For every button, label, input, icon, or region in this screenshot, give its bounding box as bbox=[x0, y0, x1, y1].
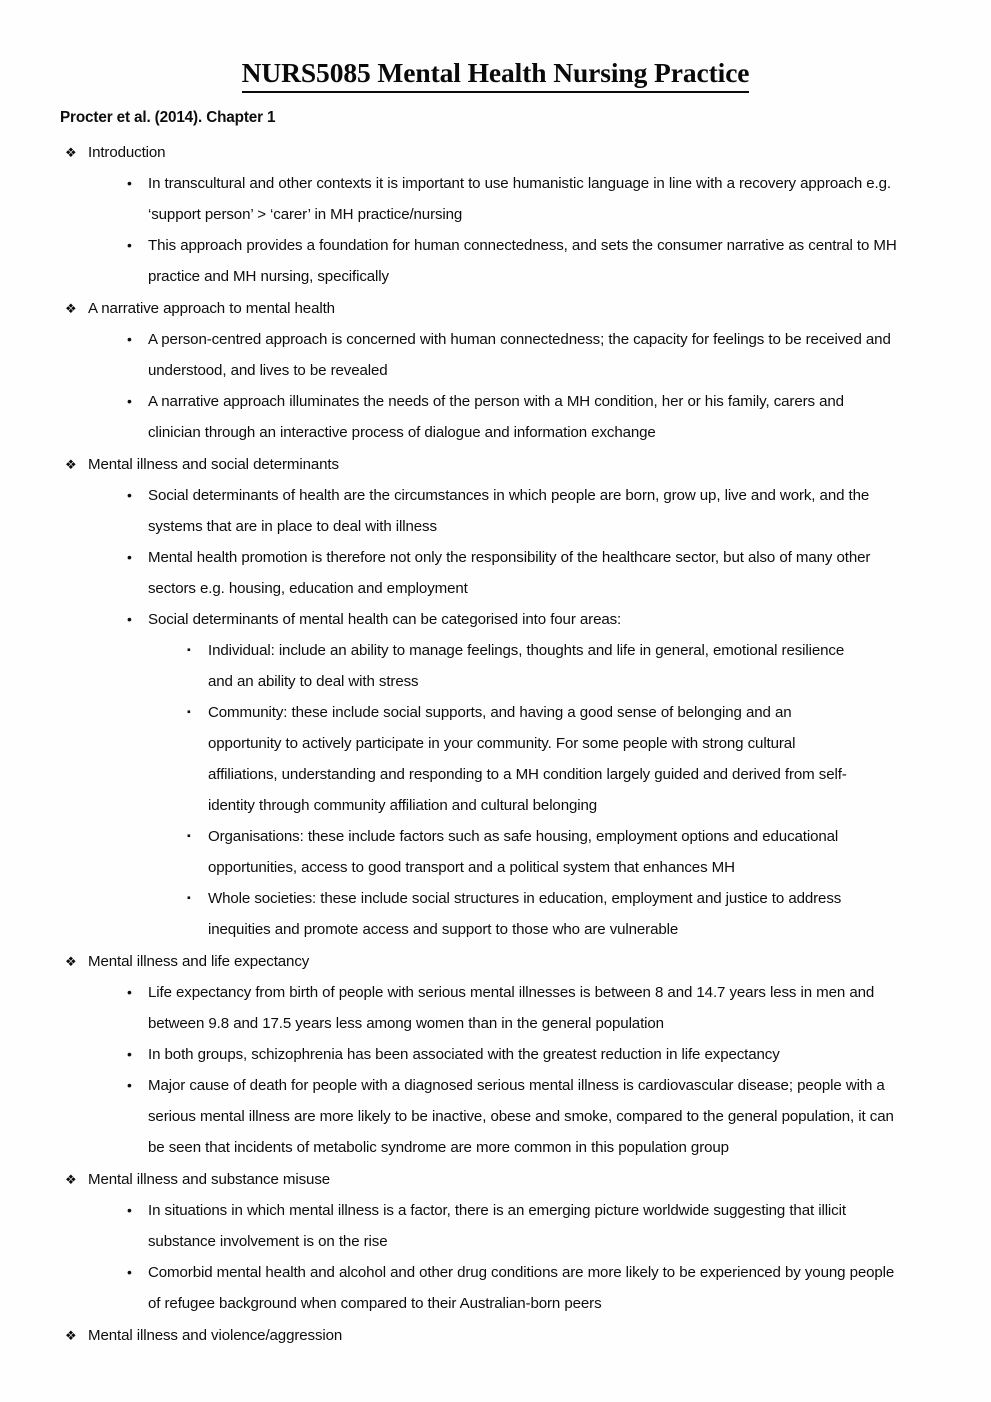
outline-item-text: A narrative approach illuminates the needs of the person with a MH condition, her or his family, carers and clinician through an interactive process of dialogue and information exchange bbox=[148, 392, 844, 441]
square-bullet-icon: ▪ bbox=[187, 643, 191, 656]
outline-item-text: A narrative approach to mental health bbox=[88, 299, 335, 317]
dot-bullet-icon: • bbox=[127, 548, 132, 565]
outline-item-level-3 bbox=[148, 697, 899, 821]
outline-item-text: Mental health promotion is therefore not only the responsibility of the healthcare sector, but also of many other sectors e.g. housing, education and employment bbox=[148, 548, 871, 597]
outline-sublist-level-2 bbox=[88, 324, 945, 448]
dot-bullet-icon: • bbox=[127, 610, 132, 627]
diamond-bullet-icon: ❖ bbox=[65, 144, 77, 160]
outline-item-text: This approach provides a foundation for human connectedness, and sets the consumer narrative as central to MH practice and MH nursing, specifically bbox=[148, 236, 897, 285]
outline-item-level-1 bbox=[0, 1164, 991, 1319]
outline-item-text: Major cause of death for people with a diagnosed serious mental illness is cardiovascular disease; people with a serious mental illness are more likely to be inactive, obese and smoke, compared to the general population, it can be seen that incidents of metabolic syndrome are more common in this population group bbox=[148, 1076, 894, 1156]
outline-item-text: Mental illness and violence/aggression bbox=[88, 1326, 343, 1344]
outline-sublist-level-2 bbox=[88, 977, 945, 1163]
outline-item-text: Social determinants of health are the circumstances in which people are born, grow up, live and work, and the systems that are in place to deal with illness bbox=[148, 486, 870, 535]
diamond-bullet-icon: ❖ bbox=[65, 953, 77, 969]
dot-bullet-icon: • bbox=[127, 1045, 132, 1062]
outline-item-level-2 bbox=[88, 1257, 945, 1319]
outline-sublist-level-2 bbox=[88, 168, 945, 292]
outline-item-text: Mental illness and substance misuse bbox=[88, 1170, 331, 1188]
outline-item-level-1 bbox=[0, 137, 991, 292]
outline-item-level-1 bbox=[0, 293, 991, 448]
diamond-bullet-icon: ❖ bbox=[65, 300, 77, 316]
outline-item-level-2 bbox=[88, 1039, 945, 1070]
outline-item-level-2 bbox=[88, 386, 945, 448]
outline-item-text: Life expectancy from birth of people with serious mental illnesses is between 8 and 14.7 years less in men and between 9.8 and 17.5 years less among women than in the general population bbox=[148, 983, 875, 1032]
outline-item-level-3 bbox=[148, 821, 899, 883]
outline-item-text: Social determinants of mental health can be categorised into four areas: bbox=[148, 610, 622, 628]
outline-item-level-2 bbox=[88, 1070, 945, 1163]
outline-item-level-1 bbox=[0, 449, 991, 945]
diamond-bullet-icon: ❖ bbox=[65, 456, 77, 472]
outline-item-text: In transcultural and other contexts it is important to use humanistic language in line with a recovery approach e.g. ‘support person’ > ‘carer’ in MH practice/nursing bbox=[148, 174, 891, 223]
square-bullet-icon: ▪ bbox=[187, 891, 191, 904]
outline-item-text: In situations in which mental illness is a factor, there is an emerging picture worldwide suggesting that illicit substance involvement is on the rise bbox=[148, 1201, 846, 1250]
source-citation-heading: Procter et al. (2014). Chapter 1 bbox=[60, 108, 276, 126]
dot-bullet-icon: • bbox=[127, 174, 132, 191]
outline-item-level-2 bbox=[88, 977, 945, 1039]
diamond-bullet-icon: ❖ bbox=[65, 1327, 77, 1343]
dot-bullet-icon: • bbox=[127, 1201, 132, 1218]
outline-item-level-2 bbox=[88, 1195, 945, 1257]
dot-bullet-icon: • bbox=[127, 392, 132, 409]
outline-item-text: Comorbid mental health and alcohol and other drug conditions are more likely to be experienced by young people of refugee background when compared to their Australian-born peers bbox=[148, 1263, 895, 1312]
outline-item-text: Introduction bbox=[88, 143, 166, 161]
outline-item-text: Organisations: these include factors such as safe housing, employment options and educational opportunities, access to good transport and a political system that enhances MH bbox=[208, 827, 839, 876]
dot-bullet-icon: • bbox=[127, 983, 132, 1000]
dot-bullet-icon: • bbox=[127, 486, 132, 503]
outline-item-text: Mental illness and life expectancy bbox=[88, 952, 310, 970]
outline-sublist-level-2 bbox=[88, 1195, 945, 1319]
outline-item-text: A person-centred approach is concerned with human connectedness; the capacity for feelings to be received and understood, and lives to be revealed bbox=[148, 330, 891, 379]
outline-item-text: Individual: include an ability to manage feelings, thoughts and life in general, emotional resilience and an ability to deal with stress bbox=[208, 641, 845, 690]
outline-item-text: Mental illness and social determinants bbox=[88, 455, 339, 473]
dot-bullet-icon: • bbox=[127, 236, 132, 253]
outline-list bbox=[0, 127, 991, 1351]
diamond-bullet-icon: ❖ bbox=[65, 1171, 77, 1187]
outline-item-text: Community: these include social supports, and having a good sense of belonging and an opportunity to actively participate in your community. For some people with strong cultural affiliations, understanding and responding to a MH condition largely guided and derived from self-identity through community affiliation and cultural belonging bbox=[208, 703, 847, 814]
square-bullet-icon: ▪ bbox=[187, 705, 191, 718]
outline-item-level-3 bbox=[148, 635, 899, 697]
outline-item-level-3 bbox=[148, 883, 899, 945]
dot-bullet-icon: • bbox=[127, 1076, 132, 1093]
outline-item-level-2 bbox=[88, 480, 945, 542]
outline-item-level-2 bbox=[88, 230, 945, 292]
outline-item-text: In both groups, schizophrenia has been associated with the greatest reduction in life expectancy bbox=[148, 1045, 780, 1063]
outline-item-level-2 bbox=[88, 168, 945, 230]
outline-item-text: Whole societies: these include social structures in education, employment and justice to address inequities and promote access and support to those who are vulnerable bbox=[208, 889, 842, 938]
outline-item-level-1 bbox=[0, 1320, 991, 1351]
square-bullet-icon: ▪ bbox=[187, 829, 191, 842]
outline-sublist-level-3 bbox=[148, 635, 899, 945]
outline-item-level-2 bbox=[88, 542, 945, 604]
outline-item-level-1 bbox=[0, 946, 991, 1163]
outline-item-level-2 bbox=[88, 604, 945, 945]
dot-bullet-icon: • bbox=[127, 1263, 132, 1280]
page-title bbox=[0, 0, 991, 89]
outline-sublist-level-2 bbox=[88, 480, 945, 945]
page-title-text: NURS5085 Mental Health Nursing Practice bbox=[242, 57, 750, 93]
outline-item-level-2 bbox=[88, 324, 945, 386]
dot-bullet-icon: • bbox=[127, 330, 132, 347]
